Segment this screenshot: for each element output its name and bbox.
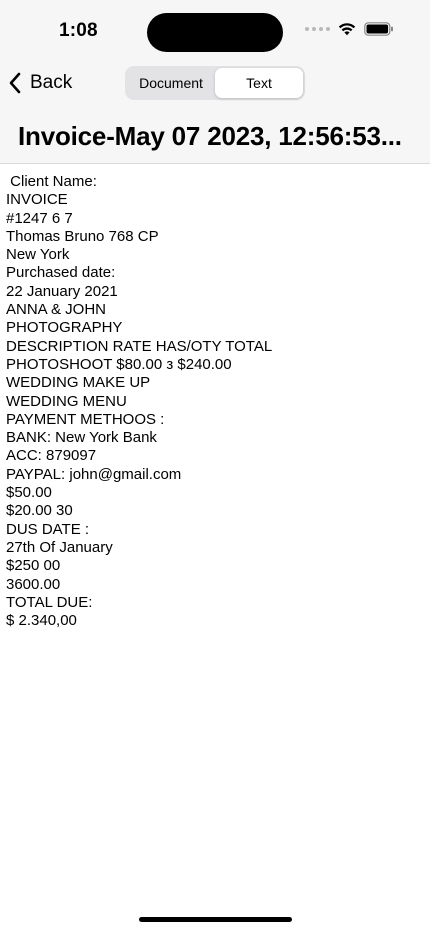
text-line: ACC: 879097: [6, 447, 97, 465]
text-line: $250 00: [6, 557, 61, 575]
text-line: PHOTOGRAPHY: [6, 319, 123, 337]
chevron-left-icon: [8, 71, 22, 95]
text-line: 27th Of January: [6, 538, 113, 556]
text-line: TOTAL DUE:: [6, 593, 93, 611]
wifi-icon: [338, 22, 356, 36]
home-indicator: [139, 917, 292, 922]
text-line: PAYPAL: john@gmail.com: [6, 465, 182, 483]
text-line: Thomas Bruno 768 CP: [6, 227, 159, 245]
text-line: 3600.00: [6, 575, 61, 593]
back-label: Back: [30, 72, 73, 93]
text-line: $50.00: [6, 484, 52, 502]
tab-document[interactable]: Document: [139, 75, 203, 91]
back-button[interactable]: [8, 68, 72, 98]
text-line: DESCRIPTION RATE HAS/OTY TOTAL: [6, 337, 273, 355]
text-line: DUS DATE :: [6, 520, 90, 538]
text-line: INVOICE: [6, 191, 68, 209]
page-title: Invoice-May 07 2023, 12:56:53...: [18, 121, 402, 151]
status-time: 1:08: [59, 20, 98, 41]
text-line: $ 2.340,00: [6, 612, 77, 630]
status-icons: [305, 22, 394, 36]
text-line: 22 January 2021: [6, 282, 118, 300]
view-segmented-control[interactable]: [125, 66, 305, 100]
text-line: ANNA & JOHN: [6, 301, 107, 319]
text-line: BANK: New York Bank: [6, 429, 157, 447]
dynamic-island: [147, 13, 283, 52]
tab-text[interactable]: Text: [215, 68, 303, 98]
text-line: PAYMENT METHOOS :: [6, 410, 165, 428]
top-bar: [0, 0, 430, 164]
cellular-signal-icon: [305, 27, 330, 31]
text-line: WEDDING MAKE UP: [6, 374, 151, 392]
text-line: New York: [6, 246, 70, 264]
text-line: PHOTOSHOOT $80.00 з $240.00: [6, 355, 232, 373]
text-line: WEDDING MENU: [6, 392, 127, 410]
battery-icon: [364, 22, 394, 36]
text-line: #1247 6 7: [6, 209, 73, 227]
text-line: Purchased date:: [6, 264, 116, 282]
text-line: Client Name:: [6, 173, 97, 190]
recognized-text: [6, 173, 424, 630]
text-line: $20.00 30: [6, 502, 73, 520]
